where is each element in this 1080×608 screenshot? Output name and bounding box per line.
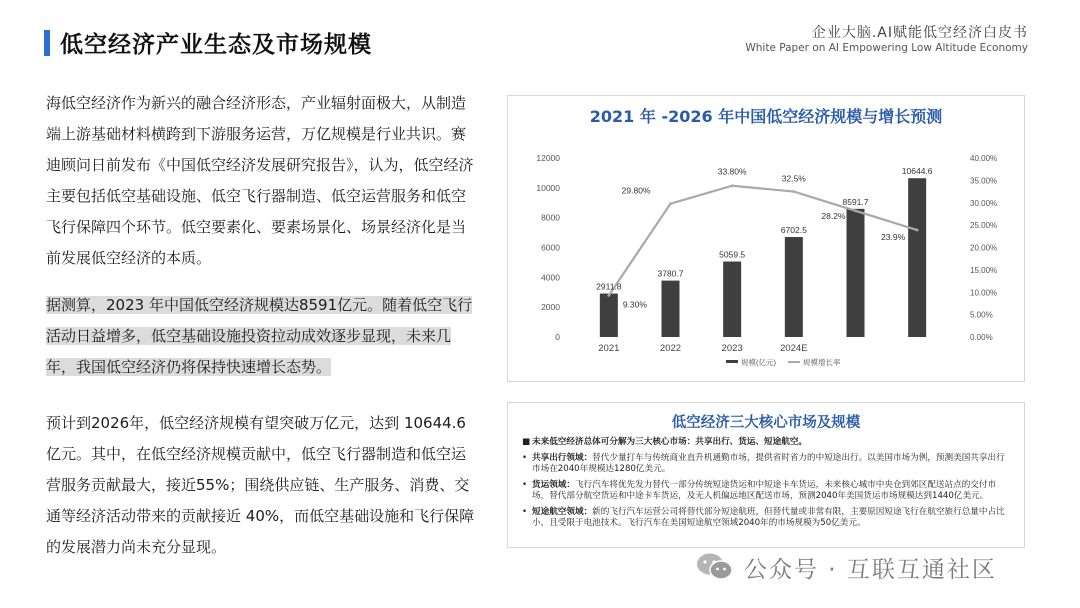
y-right-tick-label: 0.00% (970, 333, 993, 342)
growth-rate-line (609, 186, 917, 296)
watermark-text: 公众号 · 互联互通社区 (744, 556, 997, 583)
paragraph-forecast-2026: 预计到2026年，低空经济规模有望突破万亿元，达到 10644.6亿元。其中，在低空经济规模贡献中，低空飞行器制造和低空运营服务贡献最大，接近55%；围绕供应链、生产服务、消费、交通等经济活动带来的贡献接近 40%，而低空基础设施和飞行保障的发展潜力尚未充分显现。 (46, 414, 475, 556)
market-item (522, 453, 1012, 476)
bar-value-label: 5059.5 (719, 249, 746, 260)
bar-value-label: 3780.7 (657, 268, 684, 279)
bar (600, 294, 618, 337)
chart-title: 2021 年 -2026 年中国低空经济规模与增长预测 (589, 107, 943, 126)
bar-value-label: 10644.6 (901, 166, 933, 177)
bar-value-label: 2911.8 (596, 281, 622, 292)
legend-bar-label: 规模(亿元) (741, 358, 776, 367)
x-tick-label: 2021 (598, 343, 620, 354)
market-item-text: 飞行汽车将优先发力替代一部分传统短途货运和中短途卡车货运，未来核心城市中央仓到郊区配送站点的交付市场，替代部分航空货运和中途卡车货运，及无人机偏远地区配送市场，预测2040年美国货运市场规模达到1440亿美元。 (532, 479, 997, 501)
bar (662, 281, 680, 337)
bar (847, 209, 865, 337)
bar-value-label: 8591.7 (842, 196, 869, 207)
highlighted-text: 据测算，2023 年中国低空经济规模达8591亿元。随着低空飞行活动日益增多，低空基础设施投资拉动成效逐步显现，未来几年，我国低空经济仍将保持快速增长态势。 (46, 296, 473, 376)
legend-bar-swatch (726, 360, 738, 363)
market-item-text: 新的飞行汽车运营公司将替代部分短途航班，但替代量或非常有限，主要原因短途飞行在航空旅行总量中占比小，且受限于电池技术。飞行汽车在美国短途航空领域2040年的市场规模为50亿美元。 (532, 506, 1005, 528)
legend-line-label: 规模增长率 (803, 358, 841, 367)
market-list (522, 437, 1012, 534)
line-point (731, 184, 734, 187)
line-point (607, 294, 610, 297)
y-left-tick-label: 4000 (541, 272, 560, 283)
market-intro-rest: 共享出行、货运、短途航空。 (695, 437, 808, 447)
y-right-tick-label: 20.00% (970, 243, 998, 253)
page-title: 低空经济产业生态及市场规模 (60, 32, 372, 58)
line-point (916, 229, 919, 232)
bullet-icon: • (522, 506, 528, 517)
market-item (522, 507, 1012, 530)
y-right-tick-label: 5.00% (970, 310, 993, 320)
y-right-tick-label: 10.00% (970, 288, 998, 298)
y-left-tick-label: 10000 (536, 182, 560, 193)
y-left-tick-label: 8000 (541, 212, 560, 223)
line-point (669, 202, 672, 205)
y-right-tick-label: 40.00% (970, 154, 998, 163)
wechat-watermark (696, 550, 997, 584)
market-item-key: 货运领域： (532, 479, 575, 490)
y-left-tick-label: 6000 (541, 242, 560, 253)
x-tick-label: 2023 (721, 343, 743, 354)
wechat-icon (696, 552, 734, 582)
growth-rate-label: 28.2% (821, 210, 846, 221)
y-right-tick-label: 30.00% (970, 198, 998, 208)
bullet-icon: • (522, 479, 528, 490)
square-bullet-icon: ■ (522, 437, 531, 447)
market-card (507, 402, 1025, 548)
y-right-tick-label: 15.00% (970, 265, 998, 275)
y-left-tick-label: 0 (555, 332, 560, 342)
growth-rate-label: 23.9% (881, 232, 906, 243)
title-accent-bar (44, 30, 50, 56)
line-point (792, 190, 795, 193)
growth-rate-label: 9.30% (622, 299, 647, 310)
growth-chart (508, 96, 1024, 381)
market-item (522, 480, 1012, 503)
line-point (854, 209, 857, 212)
chart-card (507, 95, 1025, 382)
paragraph-scale-2023 (46, 290, 478, 383)
x-tick-label: 2022 (659, 343, 682, 354)
market-item-text: 替代少量打车与传统商业直升机通勤市场，提供省时省力的中短途出行。以美国市场为例，预测美国共享出行市场在2040年规模达1280亿美元。 (532, 452, 1005, 474)
y-right-tick-label: 35.00% (970, 176, 998, 186)
y-right-tick-label: 25.00% (970, 221, 998, 231)
brand-title-en: White Paper on AI Empowering Low Altitude Economy (745, 42, 1028, 54)
growth-rate-label: 32.5% (781, 173, 806, 184)
growth-rate-label: 33.80% (717, 166, 747, 177)
bar-value-label: 6702.5 (780, 225, 807, 236)
y-left-tick-label: 2000 (541, 302, 560, 313)
market-item-key: 共享出行领域： (532, 452, 593, 463)
bullet-icon: • (522, 452, 528, 463)
market-intro-key: 未来低空经济总体可分解为三大核心市场： (532, 437, 696, 447)
growth-rate-label: 29.80% (621, 185, 651, 196)
market-intro (522, 437, 1012, 449)
y-left-tick-label: 12000 (536, 153, 560, 163)
x-tick-label: 2024E (780, 343, 808, 354)
bar (785, 237, 803, 337)
bar (723, 262, 741, 337)
brand-title-cn: 企业大脑.AI赋能低空经济白皮书 (811, 25, 1028, 41)
market-title: 低空经济三大核心市场及规模 (671, 415, 861, 431)
bar (908, 178, 926, 337)
paragraph-intro: 海低空经济作为新兴的融合经济形态，产业辐射面极大，从制造端上游基础材料横跨到下游服务运营，万亿规模是行业共识。赛迪顾问日前发布《中国低空经济发展研究报告》，认为，低空经济主要包括低空基础设施、低空飞行器制造、低空运营服务和低空飞行保障四个环节。低空要素化、要素场景化、场景经济化是当前发展低空经济的本质。 (46, 94, 474, 267)
market-item-key: 短途航空领域： (532, 506, 593, 517)
